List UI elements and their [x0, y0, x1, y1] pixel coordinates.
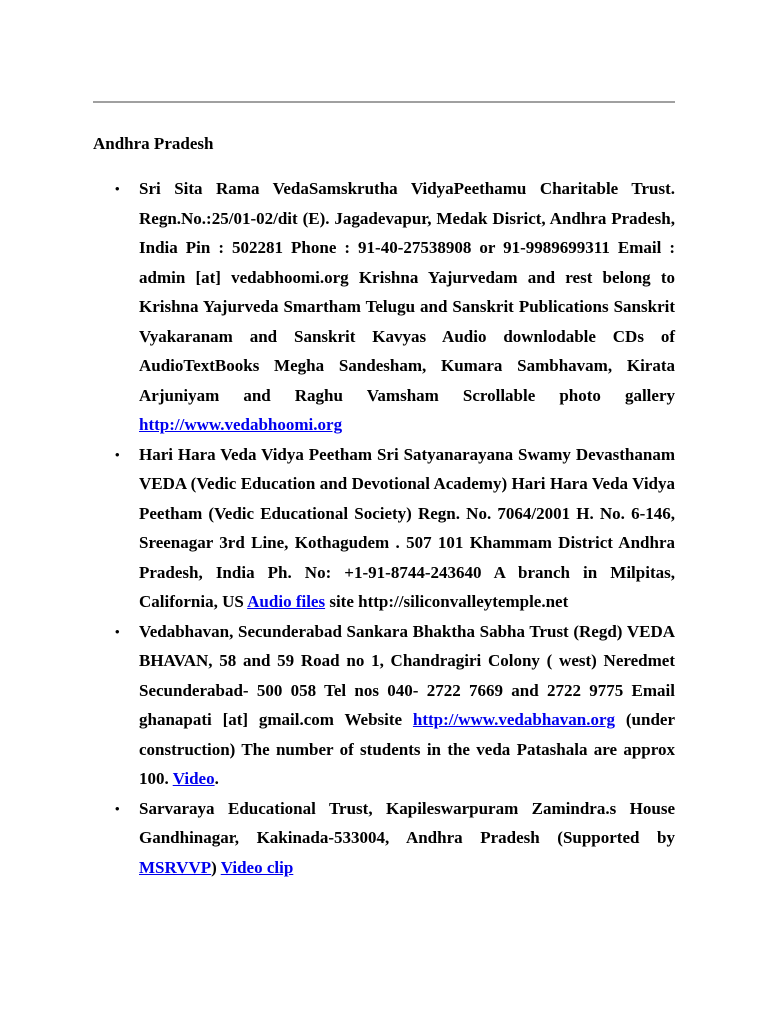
bullet-icon: •: [115, 800, 120, 816]
entry-text: Hari Hara Veda Vidya Peetham Sri Satyanarayana Swamy Devasthanam VEDA (Vedic Education and Devotional Academy) Hari Hara Veda Vidya Peetham (Vedic Educational Society) Regn. No. 7064/2001 H. No. 6-146, Sreenagar 3rd Line, Kothagudem . 507 101 Khammam District Andhra Pradesh, India Ph. No: +1-91-8744-243640 A branch in Milpitas, California, US: [139, 444, 675, 611]
entry-text: site http://siliconvalleytemple.net: [325, 592, 569, 611]
entry-text: Sri Sita Rama VedaSamskrutha VidyaPeethamu Charitable Trust. Regn.No.:25/01-02/dit (E). Jagadevapur, Medak Disrict, Andhra Pradesh, India Pin : 502281 Phone : 91-40-27538908 or 91-9989699311 Email : admin [at] vedabhoomi.org Krishna Yajurvedam and rest belong to Krishna Yajurveda Smartham Telugu and Sanskrit Publications Sanskrit Vyakaranam and Sanskrit Kavyas Audio downlodable CDs of AudioTextBooks Megha Sandesham, Kumara Sambhavam, Kirata Arjuniyam and Raghu Vamsham Scrollable photo gallery: [139, 179, 675, 405]
audio-files-link[interactable]: Audio files: [247, 592, 326, 611]
video-link[interactable]: Video: [172, 769, 215, 788]
list-item: [115, 440, 675, 617]
entry-text: .: [214, 769, 219, 788]
entry-text: ): [211, 857, 221, 877]
horizontal-rule: [93, 101, 675, 103]
entry-list: [115, 174, 675, 882]
list-item: [115, 174, 675, 440]
entry-text: (under construction) The number of students in the veda Patashala are approx 100.: [139, 710, 675, 788]
vedabhoomi-link[interactable]: http://www.vedabhoomi.org: [139, 415, 343, 434]
list-item: [115, 617, 675, 794]
section-heading: Andhra Pradesh: [93, 134, 214, 153]
bullet-icon: •: [115, 446, 120, 462]
entry-text: Vedabhavan, Secunderabad Sankara Bhaktha Sabha Trust (Regd) VEDA BHAVAN, 58 and 59 Road no 1, Chandragiri Colony ( west) Neredmet Secunderabad- 500 058 Tel nos 040- 2722 7669 and 2722 9775 Email ghanapati [at] gmail.com Website: [139, 621, 675, 729]
list-item: [115, 794, 675, 883]
bullet-icon: •: [115, 623, 120, 639]
msrvvp-link[interactable]: MSRVVP: [139, 857, 212, 877]
vedabhavan-link[interactable]: http://www.vedabhavan.org: [412, 710, 616, 729]
bullet-icon: •: [115, 181, 120, 196]
video-clip-link[interactable]: Video clip: [220, 857, 294, 877]
entry-text: Sarvaraya Educational Trust, Kapileswarpuram Zamindra.s House Gandhinagar, Kakinada-533004, Andhra Pradesh (Supported by: [139, 798, 675, 847]
